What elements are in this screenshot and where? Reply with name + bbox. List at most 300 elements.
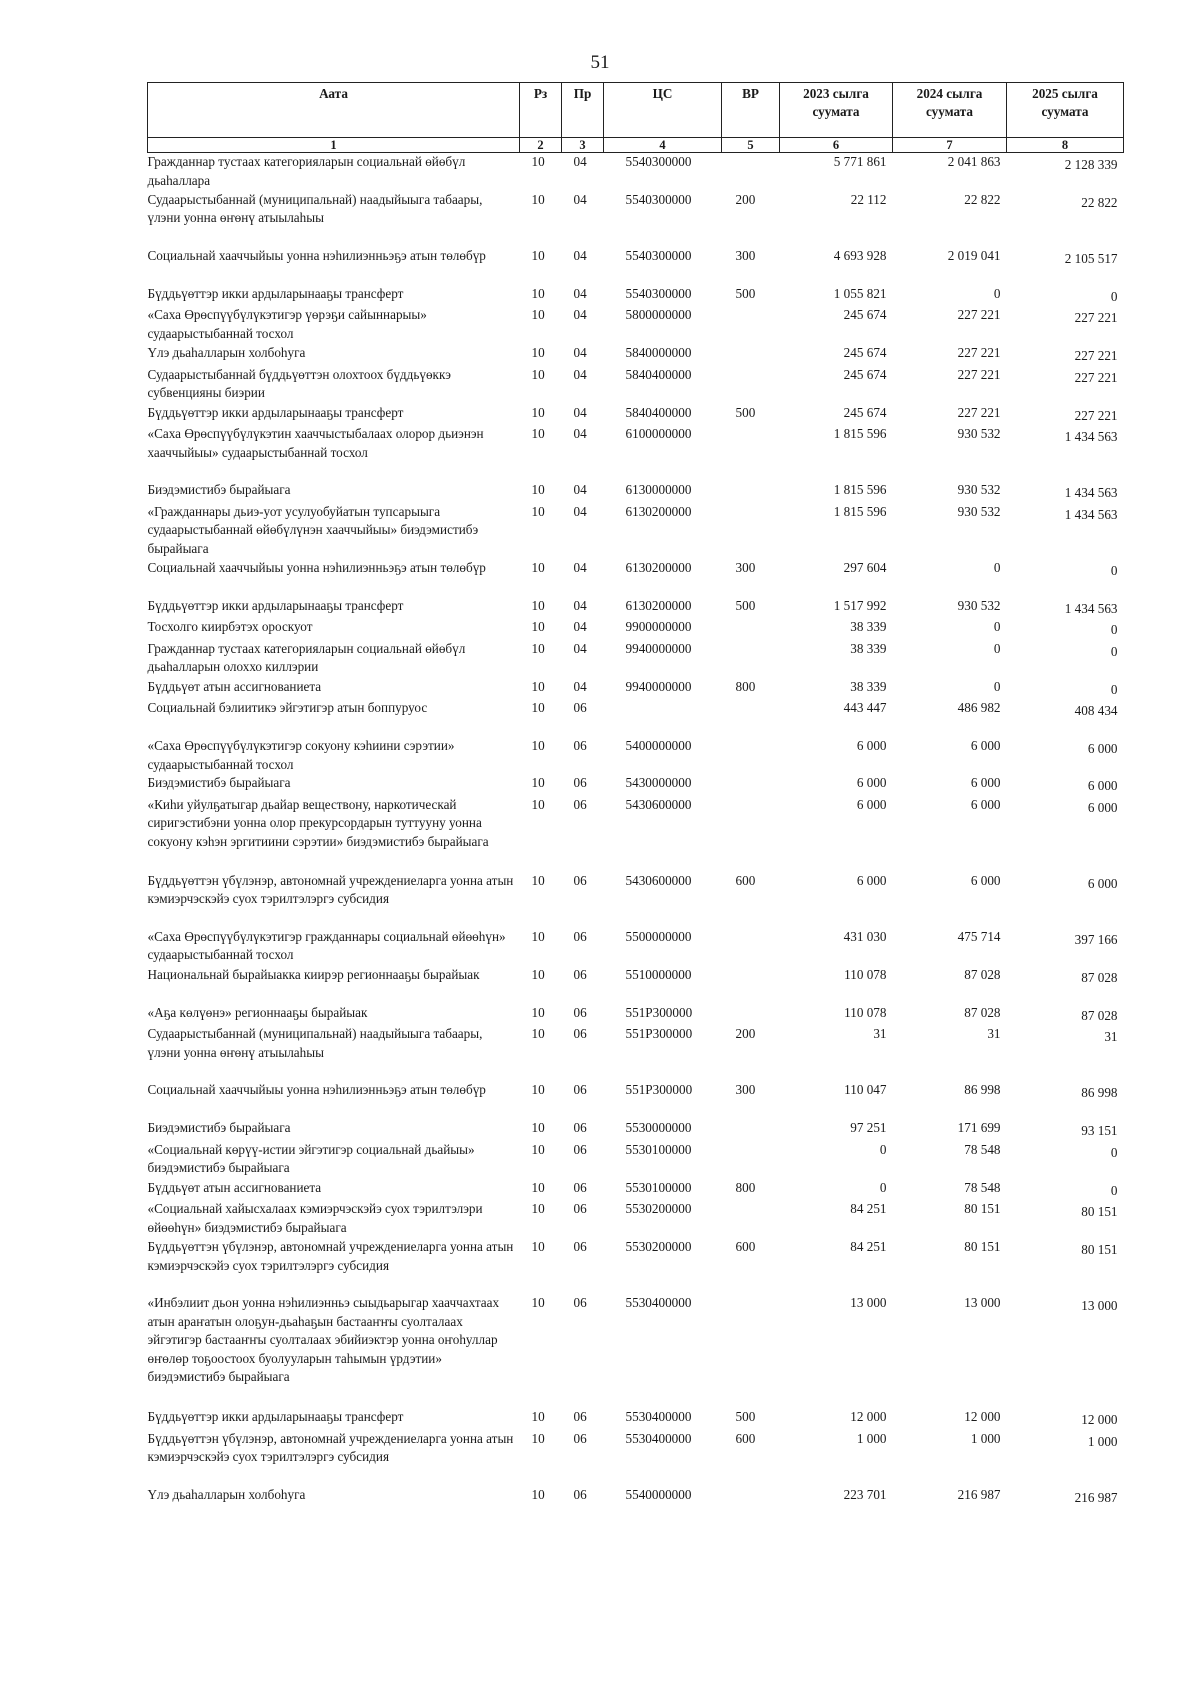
cell-pr: 06: [573, 1141, 587, 1157]
column-number: 1: [148, 138, 520, 153]
cell-rz: 10: [531, 191, 545, 207]
cell-amount-2025: 216 987: [1074, 1489, 1118, 1505]
cell-amount-2024: 2 019 041: [947, 247, 1001, 263]
cell-vr: 800: [735, 1179, 756, 1195]
cell-name: Тосхолго киирбэтэх ороскуот: [147, 619, 313, 634]
table-row: [148, 796, 1124, 872]
table-row: [148, 153, 1124, 191]
cell-vr: 500: [735, 1409, 756, 1424]
cell-name: «Социальнай көрүү-истии эйгэтигэр социальнай дьайыы» биэдэмистибэ бырайыага: [147, 1141, 475, 1175]
cell-cs: 5540300000: [625, 191, 692, 207]
cell-amount-2024: 6 000: [970, 738, 1001, 753]
cell-vr: [722, 366, 780, 404]
cell-amount-2025: 1 434 563: [1064, 429, 1118, 444]
cell-rz: 10: [531, 678, 545, 694]
cell-amount-2025: 0: [1110, 1182, 1118, 1198]
cell-amount-2024: 87 028: [964, 1004, 1001, 1020]
cell-vr: [722, 618, 780, 640]
cell-vr: [722, 1486, 780, 1516]
page-number: 51: [590, 52, 610, 73]
cell-name: «Саха Өрөспүүбүлүкэтигэр үөрэҕи сайыннарыы» судаарыстыбаннай тосхол: [147, 307, 427, 341]
cell-name: «Гражданнары дьиэ-уот усулуобуйатын тупсарыыга судаарыстыбаннай өйөбүлүнэн хааччыйыы» биэдэмистибэ бырайыага: [147, 503, 479, 556]
cell-rz: 10: [531, 426, 545, 441]
cell-amount-2025: 6 000: [1087, 875, 1118, 891]
cell-rz: 10: [531, 559, 545, 575]
cell-cs: 5400000000: [625, 738, 692, 753]
cell-cs: 6130200000: [625, 559, 692, 575]
cell-amount-2025: 0: [1110, 643, 1118, 659]
table-row: [148, 1119, 1124, 1141]
cell-amount-2023: 223 701: [843, 1486, 887, 1502]
cell-name: Үлэ дьаһалларын холбоһуга: [147, 345, 306, 360]
cell-amount-2025: 0: [1110, 562, 1118, 578]
cell-vr: [722, 640, 780, 678]
cell-pr: 06: [573, 1004, 587, 1020]
cell-pr: 04: [573, 285, 587, 301]
cell-vr: 500: [735, 597, 756, 613]
cell-rz: 10: [531, 154, 545, 169]
cell-amount-2024: 216 987: [957, 1486, 1001, 1502]
cell-vr: [722, 425, 780, 481]
cell-vr: 600: [735, 872, 756, 888]
table-body: [148, 153, 1124, 1516]
header-cs: ЦС: [604, 83, 722, 138]
cell-pr: 06: [573, 738, 587, 753]
cell-rz: 10: [531, 872, 545, 888]
cell-name: Бүддьүөттэр икки ардыларынааҕы трансферт: [147, 597, 404, 613]
table-row: [148, 872, 1124, 928]
cell-amount-2024: 930 532: [957, 503, 1001, 519]
cell-name: Биэдэмистибэ бырайыага: [147, 482, 291, 497]
cell-cs: 5840400000: [625, 404, 692, 420]
table-row: [148, 699, 1124, 737]
column-number: 6: [780, 138, 893, 153]
cell-amount-2024: 171 699: [957, 1120, 1001, 1135]
table-row: [148, 1430, 1124, 1486]
cell-cs: 5840400000: [625, 366, 692, 382]
table-row: [148, 1486, 1124, 1516]
budget-table: [147, 82, 1124, 1516]
cell-cs: 5530400000: [625, 1295, 692, 1310]
cell-rz: 10: [531, 1295, 545, 1310]
cell-name: «Аҕа көлүөнэ» регионнааҕы бырайыак: [147, 1004, 368, 1020]
column-number: 8: [1007, 138, 1124, 153]
cell-amount-2024: 31: [987, 1026, 1001, 1041]
cell-amount-2023: 245 674: [843, 307, 887, 322]
cell-amount-2023: 97 251: [850, 1120, 887, 1135]
cell-pr: 04: [573, 482, 587, 497]
cell-amount-2023: 245 674: [843, 404, 887, 420]
cell-rz: 10: [531, 1179, 545, 1195]
cell-amount-2025: 93 151: [1081, 1123, 1118, 1138]
cell-cs: 6130000000: [625, 482, 692, 497]
cell-cs: 551P300000: [625, 1082, 693, 1097]
cell-amount-2025: 87 028: [1081, 1007, 1118, 1023]
cell-amount-2025: 6 000: [1087, 741, 1118, 756]
cell-amount-2024: 475 714: [957, 928, 1001, 944]
cell-amount-2023: 431 030: [843, 928, 887, 944]
cell-vr: [722, 774, 780, 796]
table-row: [148, 928, 1124, 966]
cell-cs: [604, 699, 722, 737]
cell-pr: 06: [573, 1409, 587, 1424]
column-number: 3: [562, 138, 604, 153]
cell-vr: 800: [735, 678, 756, 694]
cell-pr: 04: [573, 503, 587, 519]
cell-rz: 10: [531, 1026, 545, 1041]
cell-amount-2025: 0: [1110, 1144, 1118, 1160]
table-row: [148, 247, 1124, 285]
table-row: [148, 344, 1124, 366]
table-header-row: [148, 83, 1124, 138]
cell-cs: 5530200000: [625, 1239, 692, 1254]
header-2023: 2023 сылга суумата: [780, 83, 893, 138]
cell-amount-2024: 227 221: [957, 345, 1001, 360]
cell-amount-2023: 13 000: [850, 1295, 887, 1310]
cell-cs: 5510000000: [625, 966, 692, 982]
cell-amount-2023: 1 815 596: [833, 482, 887, 497]
cell-amount-2024: 13 000: [964, 1295, 1001, 1310]
cell-cs: 5430600000: [625, 872, 692, 888]
column-number: 2: [520, 138, 562, 153]
cell-amount-2023: 84 251: [850, 1201, 887, 1216]
cell-name: Гражданнар тустаах категорияларын социальнай өйөбүл дьаһаллара: [147, 154, 466, 188]
header-rz: Рз: [520, 83, 562, 138]
cell-name: Социальнай хааччыйыы уонна нэһилиэнньэҕэ атын төлөбүр: [147, 559, 486, 575]
cell-amount-2024: 0: [993, 559, 1001, 575]
cell-pr: 06: [573, 700, 587, 715]
cell-name: «Саха Өрөспүүбүлүкэтин хааччыстыбалаах олорор дьиэнэн хааччыйыы» судаарыстыбаннай тосхол: [147, 426, 484, 460]
cell-amount-2025: 6 000: [1087, 778, 1118, 793]
table-row: [148, 1004, 1124, 1026]
cell-amount-2025: 6 000: [1087, 799, 1118, 815]
cell-pr: 04: [573, 366, 587, 382]
cell-name: Судаарыстыбаннай (муниципальнай) наадыйыыга табаары, үлэни уонна өҥөнү атыылаһыы: [147, 191, 483, 225]
cell-amount-2024: 78 548: [964, 1179, 1001, 1195]
cell-amount-2023: 1 517 992: [833, 597, 887, 613]
table-row: [148, 640, 1124, 678]
cell-amount-2024: 12 000: [964, 1409, 1001, 1424]
cell-amount-2024: 930 532: [957, 426, 1001, 441]
cell-pr: 06: [573, 1179, 587, 1195]
cell-amount-2024: 80 151: [964, 1201, 1001, 1216]
cell-vr: [722, 699, 780, 737]
table-row: [148, 597, 1124, 619]
cell-amount-2023: 31: [873, 1026, 887, 1041]
cell-amount-2025: 1 434 563: [1064, 506, 1118, 522]
table-row: [148, 966, 1124, 1004]
cell-amount-2023: 6 000: [856, 738, 887, 753]
cell-rz: 10: [531, 1004, 545, 1020]
cell-vr: [722, 796, 780, 872]
table-row: [148, 404, 1124, 426]
cell-cs: 5530000000: [625, 1120, 692, 1135]
cell-amount-2023: 6 000: [856, 775, 887, 790]
cell-amount-2024: 78 548: [964, 1141, 1001, 1157]
cell-amount-2025: 408 434: [1074, 703, 1118, 718]
cell-vr: [722, 1141, 780, 1179]
cell-name: Бүддьүөттэр икки ардыларынааҕы трансферт: [147, 285, 404, 301]
table-row: [148, 1238, 1124, 1294]
cell-vr: [722, 966, 780, 1004]
cell-name: Социальнай хааччыйыы уонна нэһилиэнньэҕэ атын төлөбүр: [147, 1082, 486, 1097]
cell-amount-2025: 80 151: [1081, 1204, 1118, 1219]
cell-cs: 5530100000: [625, 1179, 692, 1195]
cell-cs: 6100000000: [625, 426, 692, 441]
table-row: [148, 191, 1124, 247]
cell-amount-2023: 1 055 821: [833, 285, 887, 301]
cell-rz: 10: [531, 738, 545, 753]
cell-cs: 5530200000: [625, 1201, 692, 1216]
cell-cs: 9900000000: [625, 619, 692, 634]
cell-amount-2024: 6 000: [970, 775, 1001, 790]
cell-cs: 6130200000: [625, 503, 692, 519]
cell-rz: 10: [531, 1409, 545, 1424]
table-row: [148, 1081, 1124, 1119]
header-2024: 2024 сылга суумата: [893, 83, 1007, 138]
cell-name: Бүддьүөт атын ассигнованиета: [147, 1179, 322, 1195]
table-row: [148, 1025, 1124, 1081]
cell-cs: 6130200000: [625, 597, 692, 613]
cell-pr: 04: [573, 619, 587, 634]
table-row: [148, 1141, 1124, 1179]
cell-amount-2025: 1 434 563: [1064, 485, 1118, 500]
cell-rz: 10: [531, 619, 545, 634]
cell-vr: [722, 1200, 780, 1238]
cell-vr: [722, 481, 780, 503]
cell-name: «Киһи уйулҕатыгар дьайар веществону, наркотическай сиригэстибэни уонна олор прекурсордарын туттууну уонна сокуону кэһэн эргитиини сэрэтии» биэдэмистибэ бырайыага: [147, 796, 489, 849]
cell-rz: 10: [531, 247, 545, 263]
cell-name: «Саха Өрөспүүбүлүкэтигэр сокуону кэһиини сэрэтии» судаарыстыбаннай тосхол: [147, 738, 455, 772]
cell-rz: 10: [531, 503, 545, 519]
cell-vr: 300: [735, 1082, 756, 1097]
cell-amount-2024: 930 532: [957, 597, 1001, 613]
cell-cs: 5430000000: [625, 775, 692, 790]
cell-vr: 200: [735, 191, 756, 207]
cell-vr: 500: [735, 285, 756, 301]
cell-amount-2025: 227 221: [1074, 310, 1118, 325]
column-number: 4: [604, 138, 722, 153]
column-number: 7: [893, 138, 1007, 153]
header-name: Аата: [148, 83, 520, 138]
cell-rz: 10: [531, 700, 545, 715]
cell-pr: 04: [573, 307, 587, 322]
cell-rz: 10: [531, 366, 545, 382]
cell-amount-2025: 1 000: [1087, 1433, 1118, 1449]
cell-vr: 200: [735, 1026, 756, 1041]
cell-amount-2023: 0: [879, 1141, 887, 1157]
cell-amount-2023: 38 339: [850, 619, 887, 634]
cell-amount-2023: 443 447: [843, 700, 887, 715]
table-row: [148, 425, 1124, 481]
cell-pr: 04: [573, 404, 587, 420]
cell-name: Социальнай хааччыйыы уонна нэһилиэнньэҕэ атын төлөбүр: [147, 247, 486, 263]
cell-vr: [722, 1294, 780, 1408]
cell-amount-2023: 245 674: [843, 366, 887, 382]
table-row: [148, 774, 1124, 796]
cell-pr: 06: [573, 1430, 587, 1446]
cell-rz: 10: [531, 1120, 545, 1135]
cell-name: Биэдэмистибэ бырайыага: [147, 775, 291, 790]
cell-amount-2023: 4 693 928: [833, 247, 887, 263]
cell-rz: 10: [531, 1430, 545, 1446]
table-row: [148, 366, 1124, 404]
cell-amount-2024: 22 822: [964, 191, 1001, 207]
cell-amount-2025: 12 000: [1081, 1412, 1118, 1427]
cell-cs: 5540300000: [625, 154, 692, 169]
cell-pr: 06: [573, 1026, 587, 1041]
cell-amount-2023: 6 000: [856, 796, 887, 812]
cell-amount-2025: 227 221: [1074, 369, 1118, 385]
cell-name: Бүддьүөт атын ассигнованиета: [147, 678, 322, 694]
cell-pr: 06: [573, 928, 587, 944]
cell-name: Бүддьүөттэн үбүлэнэр, автономнай учреждениеларга уонна атын кэмиэрчэскэйэ суох тэрилтэлэргэ субсидия: [147, 1430, 514, 1464]
cell-amount-2025: 227 221: [1074, 348, 1118, 363]
cell-name: Гражданнар тустаах категорияларын социальнай өйөбүл дьаһалларын олоххо киллэрии: [147, 640, 466, 674]
cell-pr: 04: [573, 247, 587, 263]
table-row: [148, 481, 1124, 503]
cell-amount-2024: 1 000: [970, 1430, 1001, 1446]
cell-rz: 10: [531, 796, 545, 812]
cell-amount-2024: 87 028: [964, 966, 1001, 982]
cell-amount-2025: 80 151: [1081, 1242, 1118, 1257]
cell-vr: 600: [735, 1239, 756, 1254]
cell-amount-2023: 1 815 596: [833, 426, 887, 441]
cell-rz: 10: [531, 1141, 545, 1157]
cell-cs: 5530400000: [625, 1409, 692, 1424]
cell-amount-2023: 110 078: [844, 966, 887, 982]
cell-amount-2023: 110 078: [844, 1004, 887, 1020]
cell-name: Бүддьүөттэр икки ардыларынааҕы трансферт: [147, 1409, 404, 1424]
cell-amount-2024: 930 532: [957, 482, 1001, 497]
cell-vr: 300: [735, 559, 756, 575]
cell-pr: 06: [573, 775, 587, 790]
table-row: [148, 285, 1124, 307]
cell-amount-2025: 227 221: [1074, 407, 1118, 423]
cell-amount-2024: 6 000: [970, 872, 1001, 888]
header-pr: Пр: [562, 83, 604, 138]
cell-cs: 5530400000: [625, 1430, 692, 1446]
cell-rz: 10: [531, 928, 545, 944]
cell-vr: 600: [735, 1430, 756, 1446]
cell-amount-2023: 0: [879, 1179, 887, 1195]
cell-name: «Социальнай хайысхалаах кэмиэрчэскэйэ суох тэрилтэлэри өйөөһүн» биэдэмистибэ бырайыага: [147, 1201, 483, 1235]
column-number: 5: [722, 138, 780, 153]
cell-pr: 06: [573, 1120, 587, 1135]
cell-pr: 06: [573, 872, 587, 888]
cell-amount-2025: 1 434 563: [1064, 600, 1118, 616]
cell-rz: 10: [531, 1082, 545, 1097]
cell-rz: 10: [531, 404, 545, 420]
table-row: [148, 737, 1124, 774]
table-row: [148, 1294, 1124, 1408]
cell-cs: 5540000000: [625, 1486, 692, 1502]
cell-vr: [722, 1119, 780, 1141]
cell-amount-2023: 84 251: [850, 1239, 887, 1254]
cell-vr: [722, 503, 780, 559]
cell-rz: 10: [531, 966, 545, 982]
cell-amount-2024: 80 151: [964, 1239, 1001, 1254]
cell-amount-2023: 1 000: [856, 1430, 887, 1446]
cell-cs: 5500000000: [625, 928, 692, 944]
cell-rz: 10: [531, 1201, 545, 1216]
cell-cs: 5540300000: [625, 285, 692, 301]
cell-amount-2025: 13 000: [1081, 1298, 1118, 1313]
cell-amount-2023: 38 339: [850, 678, 887, 694]
cell-name: Национальнай бырайыакка киирэр регионнааҕы бырайыак: [147, 966, 480, 982]
cell-amount-2023: 110 047: [844, 1082, 887, 1097]
cell-amount-2024: 0: [993, 619, 1001, 634]
cell-rz: 10: [531, 345, 545, 360]
cell-cs: 9940000000: [625, 640, 692, 656]
table-row: [148, 1408, 1124, 1430]
cell-amount-2023: 38 339: [850, 640, 887, 656]
cell-amount-2023: 5 771 861: [833, 154, 887, 169]
cell-amount-2024: 227 221: [957, 404, 1001, 420]
cell-pr: 06: [573, 1201, 587, 1216]
cell-vr: 300: [735, 247, 756, 263]
cell-vr: [722, 306, 780, 344]
cell-amount-2025: 0: [1110, 288, 1118, 304]
cell-amount-2025: 86 998: [1081, 1085, 1118, 1100]
cell-rz: 10: [531, 775, 545, 790]
cell-pr: 06: [573, 1082, 587, 1097]
cell-pr: 04: [573, 678, 587, 694]
cell-rz: 10: [531, 1239, 545, 1254]
cell-amount-2025: 0: [1110, 681, 1118, 697]
cell-amount-2024: 6 000: [970, 796, 1001, 812]
header-vr: ВР: [722, 83, 780, 138]
cell-name: Бүддьүөттэр икки ардыларынааҕы трансферт: [147, 404, 404, 420]
cell-cs: 551P300000: [625, 1026, 693, 1041]
cell-cs: 551P300000: [625, 1004, 693, 1020]
cell-cs: 5430600000: [625, 796, 692, 812]
cell-pr: 04: [573, 426, 587, 441]
cell-name: Судаарыстыбаннай (муниципальнай) наадыйыыга табаары, үлэни уонна өҥөнү атыылаһыы: [147, 1026, 483, 1060]
cell-amount-2023: 245 674: [843, 345, 887, 360]
cell-name: Биэдэмистибэ бырайыага: [147, 1120, 291, 1135]
cell-amount-2025: 2 105 517: [1064, 250, 1118, 266]
cell-rz: 10: [531, 307, 545, 322]
table-row: [148, 306, 1124, 344]
table-row: [148, 618, 1124, 640]
cell-amount-2024: 0: [993, 678, 1001, 694]
cell-amount-2024: 2 041 863: [947, 154, 1001, 169]
cell-amount-2024: 86 998: [964, 1082, 1001, 1097]
cell-pr: 04: [573, 191, 587, 207]
cell-amount-2024: 0: [993, 640, 1001, 656]
cell-amount-2023: 22 112: [850, 191, 887, 207]
cell-cs: 5530100000: [625, 1141, 692, 1157]
cell-rz: 10: [531, 482, 545, 497]
cell-amount-2023: 6 000: [856, 872, 887, 888]
cell-amount-2025: 2 128 339: [1064, 157, 1118, 172]
cell-rz: 10: [531, 640, 545, 656]
cell-vr: [722, 928, 780, 966]
cell-name: «Инбэлиит дьон уонна нэһилиэнньэ сыыдьарыгар хааччахтаах атын араҥатын олоҕун-дьаһаҕын бастааҥҥы суолталаах эйгэтигэр бастааҥҥы суолталаах эбийиэктэр уонна оҥоһуллар өҥөлөр тоҕоостоох буолууларын таһымын үрдэтии» биэдэмистибэ бырайыага: [147, 1295, 500, 1384]
cell-name: Судаарыстыбаннай бүддьүөттэн олохтоох бүддьүөккэ субвенцияны биэрии: [147, 366, 451, 400]
cell-pr: 06: [573, 1295, 587, 1310]
cell-amount-2025: 31: [1104, 1029, 1118, 1044]
cell-amount-2023: 297 604: [843, 559, 887, 575]
cell-cs: 5840000000: [625, 345, 692, 360]
cell-vr: [722, 344, 780, 366]
table-row: [148, 678, 1124, 700]
cell-rz: 10: [531, 1486, 545, 1502]
cell-pr: 04: [573, 640, 587, 656]
cell-pr: 04: [573, 154, 587, 169]
cell-pr: 06: [573, 796, 587, 812]
